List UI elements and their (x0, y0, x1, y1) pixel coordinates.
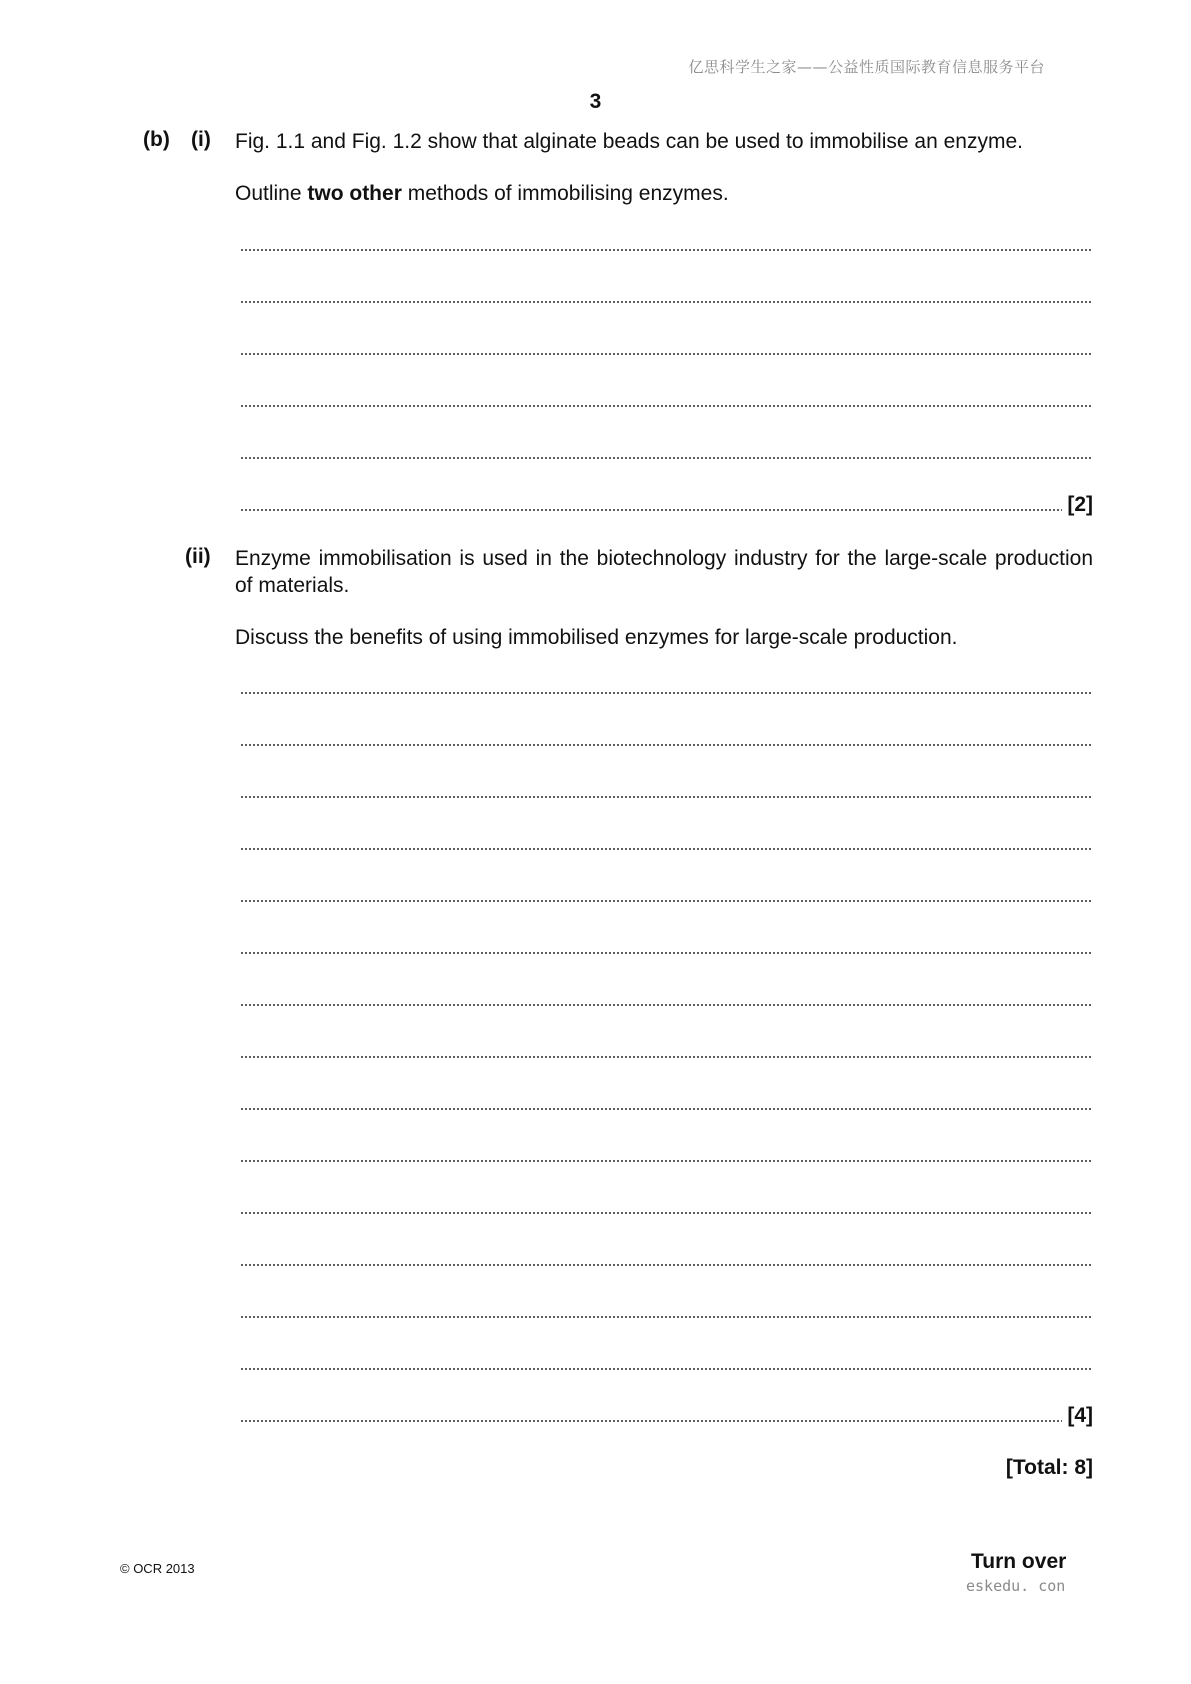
answer-line[interactable] (240, 1002, 1092, 1008)
marks-ii: [4] (1067, 1404, 1093, 1427)
answer-line[interactable] (240, 846, 1092, 852)
answer-line[interactable] (240, 1210, 1092, 1216)
page-number: 3 (589, 90, 602, 113)
sub-i-instruction-bold: two other (307, 182, 402, 205)
answer-line[interactable] (240, 742, 1092, 748)
part-b-label: (b) (143, 128, 170, 151)
answer-line[interactable] (240, 299, 1092, 305)
answer-line[interactable] (240, 1262, 1092, 1268)
answer-line[interactable] (240, 1418, 1062, 1424)
answer-line[interactable] (240, 1106, 1092, 1112)
answer-line[interactable] (240, 1314, 1092, 1320)
answer-line[interactable] (240, 898, 1092, 904)
watermark-text: 亿思科学生之家——公益性质国际教育信息服务平台 (688, 58, 1045, 76)
sub-ii-label: (ii) (185, 545, 211, 568)
sub-i-instruction-suffix: methods of immobilising enzymes. (401, 182, 729, 205)
answer-line[interactable] (240, 507, 1062, 513)
answer-line[interactable] (240, 455, 1092, 461)
answer-line[interactable] (240, 1366, 1092, 1372)
answer-line[interactable] (240, 247, 1092, 253)
answer-line[interactable] (240, 1054, 1092, 1060)
marks-i: [2] (1067, 493, 1093, 516)
answer-line[interactable] (240, 351, 1092, 357)
answer-line[interactable] (240, 950, 1092, 956)
sub-i-label: (i) (191, 128, 211, 151)
turn-over: Turn over (971, 1550, 1067, 1573)
sub-ii-question-text: Enzyme immobilisation is used in the biotechnology industry for the large-scale production of materials. (235, 547, 1093, 597)
answer-line[interactable] (240, 403, 1092, 409)
sub-i-instruction (235, 180, 1093, 207)
sub-i-instruction-prefix: Outline (235, 182, 308, 205)
answer-line[interactable] (240, 690, 1092, 696)
site-watermark: eskedu. con (966, 1577, 1066, 1595)
total-marks: [Total: 8] (1005, 1456, 1093, 1479)
answer-line[interactable] (240, 794, 1092, 800)
answer-line[interactable] (240, 1158, 1092, 1164)
sub-ii-instruction: Discuss the benefits of using immobilised enzymes for large-scale production. (235, 626, 958, 649)
sub-i-question-text: Fig. 1.1 and Fig. 1.2 show that alginate beads can be used to immobilise an enzyme. (235, 130, 1023, 153)
copyright: © OCR 2013 (120, 1561, 195, 1576)
